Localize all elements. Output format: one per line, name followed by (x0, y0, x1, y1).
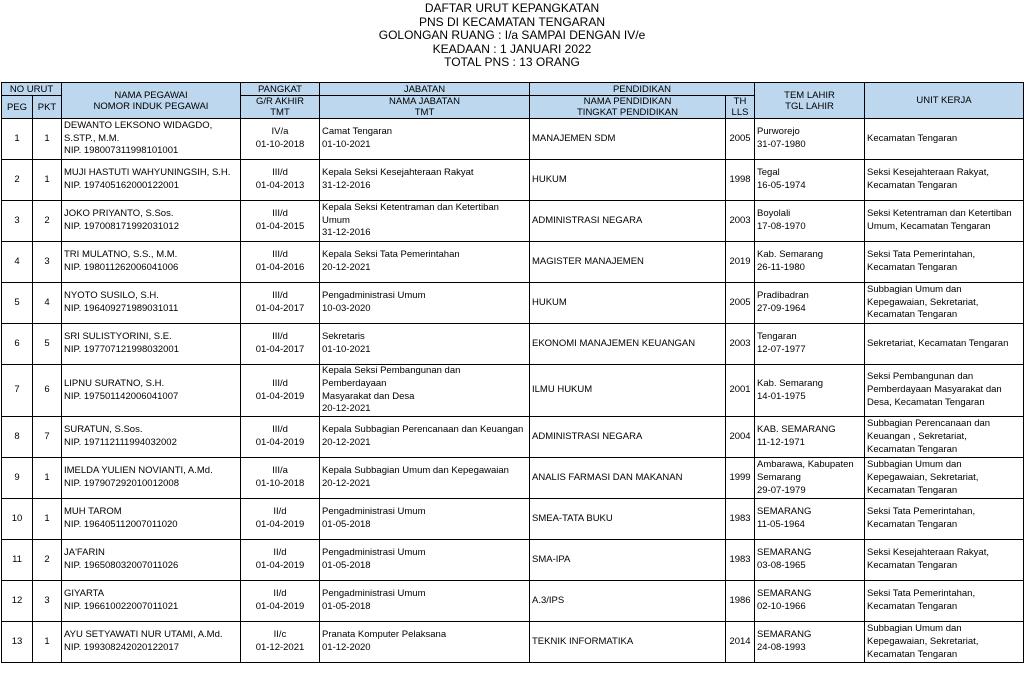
cell-tempat-tgl-lahir: SEMARANG 24-08-1993 (755, 622, 865, 663)
cell-pangkat: III/d 01-04-2017 (241, 324, 320, 365)
cell-tahun-lulus: 1999 (726, 458, 755, 499)
cell-tahun-lulus: 2005 (726, 119, 755, 160)
cell-peg: 5 (2, 283, 33, 324)
cell-peg: 13 (2, 622, 33, 663)
cell-unit-kerja: Subbagian Umum dan Kepegawaian, Sekretariat, Kecamatan Tengaran (865, 458, 1024, 499)
cell-pkt: 1 (33, 499, 62, 540)
employee-table (1, 82, 1024, 663)
cell-jabatan: Kepala Seksi Ketentraman dan Ketertiban Umum 31-12-2016 (320, 201, 530, 242)
cell-pangkat: II/c 01-12-2021 (241, 622, 320, 663)
cell-pendidikan: HUKUM (530, 283, 726, 324)
cell-pkt: 2 (33, 540, 62, 581)
cell-tempat-tgl-lahir: Pradibadran 27-09-1964 (755, 283, 865, 324)
col-header-peg: PEG (2, 96, 33, 119)
col-header-pangkat: PANGKAT (241, 83, 320, 96)
cell-pangkat: II/d 01-04-2019 (241, 581, 320, 622)
table-row (2, 283, 1024, 324)
col-header-th-lls: TH LLS (726, 96, 755, 119)
col-header-nama-jabatan: NAMA JABATAN TMT (320, 96, 530, 119)
cell-nama-nip: SURATUN, S.Sos. NIP. 197112111994032002 (62, 417, 241, 458)
cell-nama-nip: DEWANTO LEKSONO WIDAGDO, S.STP., M.M. NIP. 198007311998101001 (62, 119, 241, 160)
cell-jabatan: Sekretaris 01-10-2021 (320, 324, 530, 365)
cell-pendidikan: ADMINISTRASI NEGARA (530, 417, 726, 458)
cell-tahun-lulus: 2003 (726, 201, 755, 242)
cell-jabatan: Kepala Seksi Pembangunan dan Pemberdayaan Masyarakat dan Desa 20-12-2021 (320, 365, 530, 417)
cell-jabatan: Kepala Seksi Tata Pemerintahan 20-12-2021 (320, 242, 530, 283)
cell-nama-nip: GIYARTA NIP. 196610022007011021 (62, 581, 241, 622)
cell-pangkat: III/d 01-04-2017 (241, 283, 320, 324)
cell-unit-kerja: Seksi Tata Pemerintahan, Kecamatan Tengaran (865, 242, 1024, 283)
table-row (2, 365, 1024, 417)
cell-unit-kerja: Kecamatan Tengaran (865, 119, 1024, 160)
employee-table-body (2, 119, 1024, 663)
cell-peg: 9 (2, 458, 33, 499)
table-row (2, 458, 1024, 499)
cell-peg: 4 (2, 242, 33, 283)
cell-nama-nip: NYOTO SUSILO, S.H. NIP. 196409271989031011 (62, 283, 241, 324)
cell-pangkat: IV/a 01-10-2018 (241, 119, 320, 160)
cell-pkt: 4 (33, 283, 62, 324)
cell-unit-kerja: Sekretariat, Kecamatan Tengaran (865, 324, 1024, 365)
cell-jabatan: Kepala Subbagian Umum dan Kepegawaian 20-12-2021 (320, 458, 530, 499)
report-subtitle-golongan: GOLONGAN RUANG : I/a SAMPAI DENGAN IV/e (378, 28, 646, 43)
cell-peg: 2 (2, 160, 33, 201)
cell-jabatan: Pranata Komputer Pelaksana 01-12-2020 (320, 622, 530, 663)
cell-nama-nip: LIPNU SURATNO, S.H. NIP. 197501142006041007 (62, 365, 241, 417)
cell-pkt: 1 (33, 622, 62, 663)
cell-tahun-lulus: 2014 (726, 622, 755, 663)
col-header-no-urut: NO URUT (2, 83, 62, 96)
cell-nama-nip: MUH TAROM NIP. 196405112007011020 (62, 499, 241, 540)
cell-unit-kerja: Subbagian Umum dan Kepegawaian, Sekretariat, Kecamatan Tengaran (865, 283, 1024, 324)
cell-tempat-tgl-lahir: SEMARANG 03-08-1965 (755, 540, 865, 581)
cell-jabatan: Kepala Seksi Kesejahteraan Rakyat 31-12-2016 (320, 160, 530, 201)
cell-pangkat: II/d 01-04-2019 (241, 540, 320, 581)
cell-nama-nip: TRI MULATNO, S.S., M.M. NIP. 198011262006041006 (62, 242, 241, 283)
cell-tempat-tgl-lahir: KAB. SEMARANG 11-12-1971 (755, 417, 865, 458)
cell-pendidikan: EKONOMI MANAJEMEN KEUANGAN (530, 324, 726, 365)
cell-nama-nip: SRI SULISTYORINI, S.E. NIP. 197707121998032001 (62, 324, 241, 365)
cell-pangkat: III/d 01-04-2019 (241, 365, 320, 417)
cell-unit-kerja: Seksi Kesejahteraan Rakyat, Kecamatan Tengaran (865, 160, 1024, 201)
col-header-pendidikan: PENDIDIKAN (530, 83, 755, 96)
col-header-unit-kerja: UNIT KERJA (865, 83, 1024, 119)
cell-tahun-lulus: 1986 (726, 581, 755, 622)
cell-pendidikan: ADMINISTRASI NEGARA (530, 201, 726, 242)
cell-unit-kerja: Seksi Kesejahteraan Rakyat, Kecamatan Tengaran (865, 540, 1024, 581)
cell-peg: 11 (2, 540, 33, 581)
cell-tempat-tgl-lahir: Boyolali 17-08-1970 (755, 201, 865, 242)
cell-pangkat: III/a 01-10-2018 (241, 458, 320, 499)
cell-tahun-lulus: 2001 (726, 365, 755, 417)
table-row (2, 417, 1024, 458)
report-title-block (0, 0, 1024, 82)
cell-tahun-lulus: 2003 (726, 324, 755, 365)
cell-peg: 6 (2, 324, 33, 365)
cell-pangkat: II/d 01-04-2019 (241, 499, 320, 540)
table-row (2, 581, 1024, 622)
cell-pendidikan: MAGISTER MANAJEMEN (530, 242, 726, 283)
cell-unit-kerja: Seksi Tata Pemerintahan, Kecamatan Tengaran (865, 499, 1024, 540)
cell-tahun-lulus: 2005 (726, 283, 755, 324)
cell-tempat-tgl-lahir: Kab. Semarang 26-11-1980 (755, 242, 865, 283)
cell-unit-kerja: Seksi Tata Pemerintahan, Kecamatan Tengaran (865, 581, 1024, 622)
cell-unit-kerja: Subbagian Umum dan Kepegawaian, Sekretariat, Kecamatan Tengaran (865, 622, 1024, 663)
table-row (2, 119, 1024, 160)
cell-pkt: 3 (33, 242, 62, 283)
cell-nama-nip: JA'FARIN NIP. 196508032007011026 (62, 540, 241, 581)
report-title: DAFTAR URUT KEPANGKATAN (424, 1, 600, 15)
col-header-gr-tmt: G/R AKHIR TMT (241, 96, 320, 119)
cell-pendidikan: ILMU HUKUM (530, 365, 726, 417)
cell-pkt: 1 (33, 119, 62, 160)
cell-pangkat: III/d 01-04-2013 (241, 160, 320, 201)
cell-nama-nip: AYU SETYAWATI NUR UTAMI, A.Md. NIP. 199308242020122017 (62, 622, 241, 663)
cell-tempat-tgl-lahir: Purworejo 31-07-1980 (755, 119, 865, 160)
col-header-nama-pendidikan: NAMA PENDIDIKAN TINGKAT PENDIDIKAN (530, 96, 726, 119)
cell-peg: 8 (2, 417, 33, 458)
cell-pendidikan: SMEA-TATA BUKU (530, 499, 726, 540)
cell-pendidikan: MANAJEMEN SDM (530, 119, 726, 160)
cell-pkt: 3 (33, 581, 62, 622)
report-subtitle-total: TOTAL PNS : 13 ORANG (444, 55, 580, 70)
cell-peg: 7 (2, 365, 33, 417)
cell-pkt: 2 (33, 201, 62, 242)
cell-tahun-lulus: 2004 (726, 417, 755, 458)
cell-unit-kerja: Subbagian Perencanaan dan Keuangan , Sekretariat, Kecamatan Tengaran (865, 417, 1024, 458)
cell-jabatan: Camat Tengaran 01-10-2021 (320, 119, 530, 160)
report-subtitle-keadaan: KEADAAN : 1 JANUARI 2022 (432, 41, 592, 56)
cell-jabatan: Pengadministrasi Umum 01-05-2018 (320, 581, 530, 622)
table-row (2, 499, 1024, 540)
cell-tahun-lulus: 1983 (726, 499, 755, 540)
cell-unit-kerja: Seksi Pembangunan dan Pemberdayaan Masyarakat dan Desa, Kecamatan Tengaran (865, 365, 1024, 417)
cell-pkt: 1 (33, 160, 62, 201)
cell-pendidikan: TEKNIK INFORMATIKA (530, 622, 726, 663)
table-row (2, 201, 1024, 242)
cell-pkt: 1 (33, 458, 62, 499)
cell-tempat-tgl-lahir: SEMARANG 02-10-1966 (755, 581, 865, 622)
cell-jabatan: Pengadministrasi Umum 10-03-2020 (320, 283, 530, 324)
cell-pendidikan: SMA-IPA (530, 540, 726, 581)
table-row (2, 242, 1024, 283)
report-subtitle-unit: PNS DI KECAMATAN TENGARAN (418, 14, 606, 29)
cell-pangkat: III/d 01-04-2016 (241, 242, 320, 283)
cell-nama-nip: IMELDA YULIEN NOVIANTI, A.Md. NIP. 197907292010012008 (62, 458, 241, 499)
col-header-jabatan: JABATAN (320, 83, 530, 96)
cell-peg: 10 (2, 499, 33, 540)
cell-peg: 12 (2, 581, 33, 622)
table-row (2, 622, 1024, 663)
cell-tahun-lulus: 1998 (726, 160, 755, 201)
cell-peg: 1 (2, 119, 33, 160)
cell-pkt: 6 (33, 365, 62, 417)
cell-peg: 3 (2, 201, 33, 242)
cell-pendidikan: HUKUM (530, 160, 726, 201)
table-row (2, 540, 1024, 581)
table-row (2, 324, 1024, 365)
cell-tempat-tgl-lahir: Ambarawa, Kabupaten Semarang 29-07-1979 (755, 458, 865, 499)
cell-tempat-tgl-lahir: SEMARANG 11-05-1964 (755, 499, 865, 540)
col-header-lahir: TEM LAHIR TGL LAHIR (755, 83, 865, 119)
cell-tempat-tgl-lahir: Tengaran 12-07-1977 (755, 324, 865, 365)
cell-pendidikan: ANALIS FARMASI DAN MAKANAN (530, 458, 726, 499)
cell-pkt: 5 (33, 324, 62, 365)
cell-pendidikan: A.3/IPS (530, 581, 726, 622)
cell-unit-kerja: Seksi Ketentraman dan Ketertiban Umum, Kecamatan Tengaran (865, 201, 1024, 242)
cell-jabatan: Pengadministrasi Umum 01-05-2018 (320, 540, 530, 581)
cell-pangkat: III/d 01-04-2019 (241, 417, 320, 458)
cell-jabatan: Pengadministrasi Umum 01-05-2018 (320, 499, 530, 540)
col-header-nama: NAMA PEGAWAI NOMOR INDUK PEGAWAI (62, 83, 241, 119)
cell-tahun-lulus: 2019 (726, 242, 755, 283)
cell-pkt: 7 (33, 417, 62, 458)
cell-tahun-lulus: 1983 (726, 540, 755, 581)
col-header-pkt: PKT (33, 96, 62, 119)
cell-nama-nip: MUJI HASTUTI WAHYUNINGSIH, S.H. NIP. 197405162000122001 (62, 160, 241, 201)
cell-jabatan: Kepala Subbagian Perencanaan dan Keuangan 20-12-2021 (320, 417, 530, 458)
cell-tempat-tgl-lahir: Kab. Semarang 14-01-1975 (755, 365, 865, 417)
cell-pangkat: III/d 01-04-2015 (241, 201, 320, 242)
table-row (2, 160, 1024, 201)
cell-tempat-tgl-lahir: Tegal 16-05-1974 (755, 160, 865, 201)
cell-nama-nip: JOKO PRIYANTO, S.Sos. NIP. 197008171992031012 (62, 201, 241, 242)
